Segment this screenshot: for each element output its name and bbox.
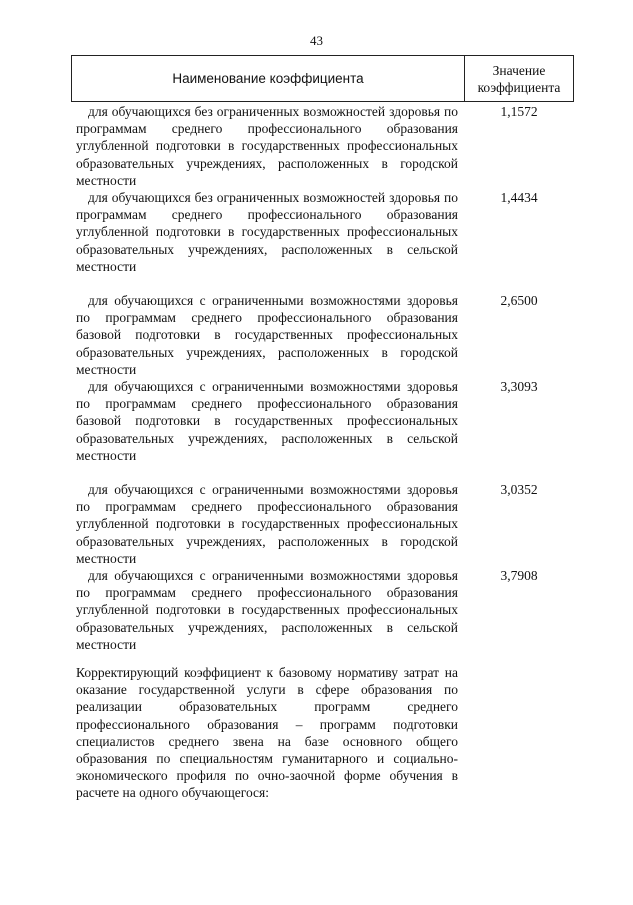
page-number: 43 [310, 33, 323, 48]
correction-coefficient-paragraph: Корректирующий коэффициент к базовому нормативу затрат на оказание государственной услуги в сфере образования по реализации образовательных программ среднего профессионального образования – программ подготовки специалистов среднего звена на базе основного общего образования по специальностям гуманитарного и социально-экономического профиля по очно-заочной форме обучения в расчете на одного обучающегося: [76, 665, 458, 801]
header-coefficient-value [465, 56, 573, 101]
row-description: для обучающихся без ограниченных возможностей здоровья по программам среднего профессионального образования углубленной подготовки в государственных профессиональных образовательных учреждениях, расположенных в сельской местности [76, 190, 458, 274]
row-coefficient-value: 1,1572 [500, 104, 538, 119]
header-coefficient-name: Наименование коэффициента [72, 56, 465, 101]
row-coefficient-value: 3,0352 [500, 482, 538, 498]
row-description: для обучающихся без ограниченных возможностей здоровья по программам среднего профессионального образования углубленной подготовки в государственных профессиональных образовательных учреждениях, расположенных в городской местности [76, 104, 458, 188]
row-description: для обучающихся с ограниченными возможностями здоровья по программам среднего профессионального образования углубленной подготовки в государственных профессиональных образовательных учреждениях, расположенных в городской местности [76, 482, 458, 566]
table-header [71, 55, 574, 102]
row-description: для обучающихся с ограниченными возможностями здоровья по программам среднего профессионального образования базовой подготовки в государственных профессиональных образовательных учреждениях, расположенных в городской местности [76, 293, 458, 377]
row-coefficient-value: 2,6500 [500, 293, 538, 309]
table-row [76, 567, 574, 653]
table-row [76, 292, 574, 378]
table-row [76, 189, 574, 275]
table-row [76, 378, 574, 464]
table-row [76, 481, 574, 567]
header-value-line1: Значение [492, 62, 546, 78]
row-coefficient-value: 3,7908 [500, 568, 538, 584]
header-value-line2: коэффициента [477, 79, 561, 95]
row-coefficient-value: 1,4434 [500, 190, 538, 206]
row-description: для обучающихся с ограниченными возможностями здоровья по программам среднего профессионального образования углубленной подготовки в государственных профессиональных образовательных учреждениях, расположенных в сельской местности [76, 568, 458, 652]
coefficient-rows [76, 103, 574, 653]
row-coefficient-value: 3,3093 [500, 379, 538, 395]
row-description: для обучающихся с ограниченными возможностями здоровья по программам среднего профессионального образования базовой подготовки в государственных профессиональных образовательных учреждениях, расположенных в сельской местности [76, 379, 458, 463]
table-row [76, 103, 574, 189]
